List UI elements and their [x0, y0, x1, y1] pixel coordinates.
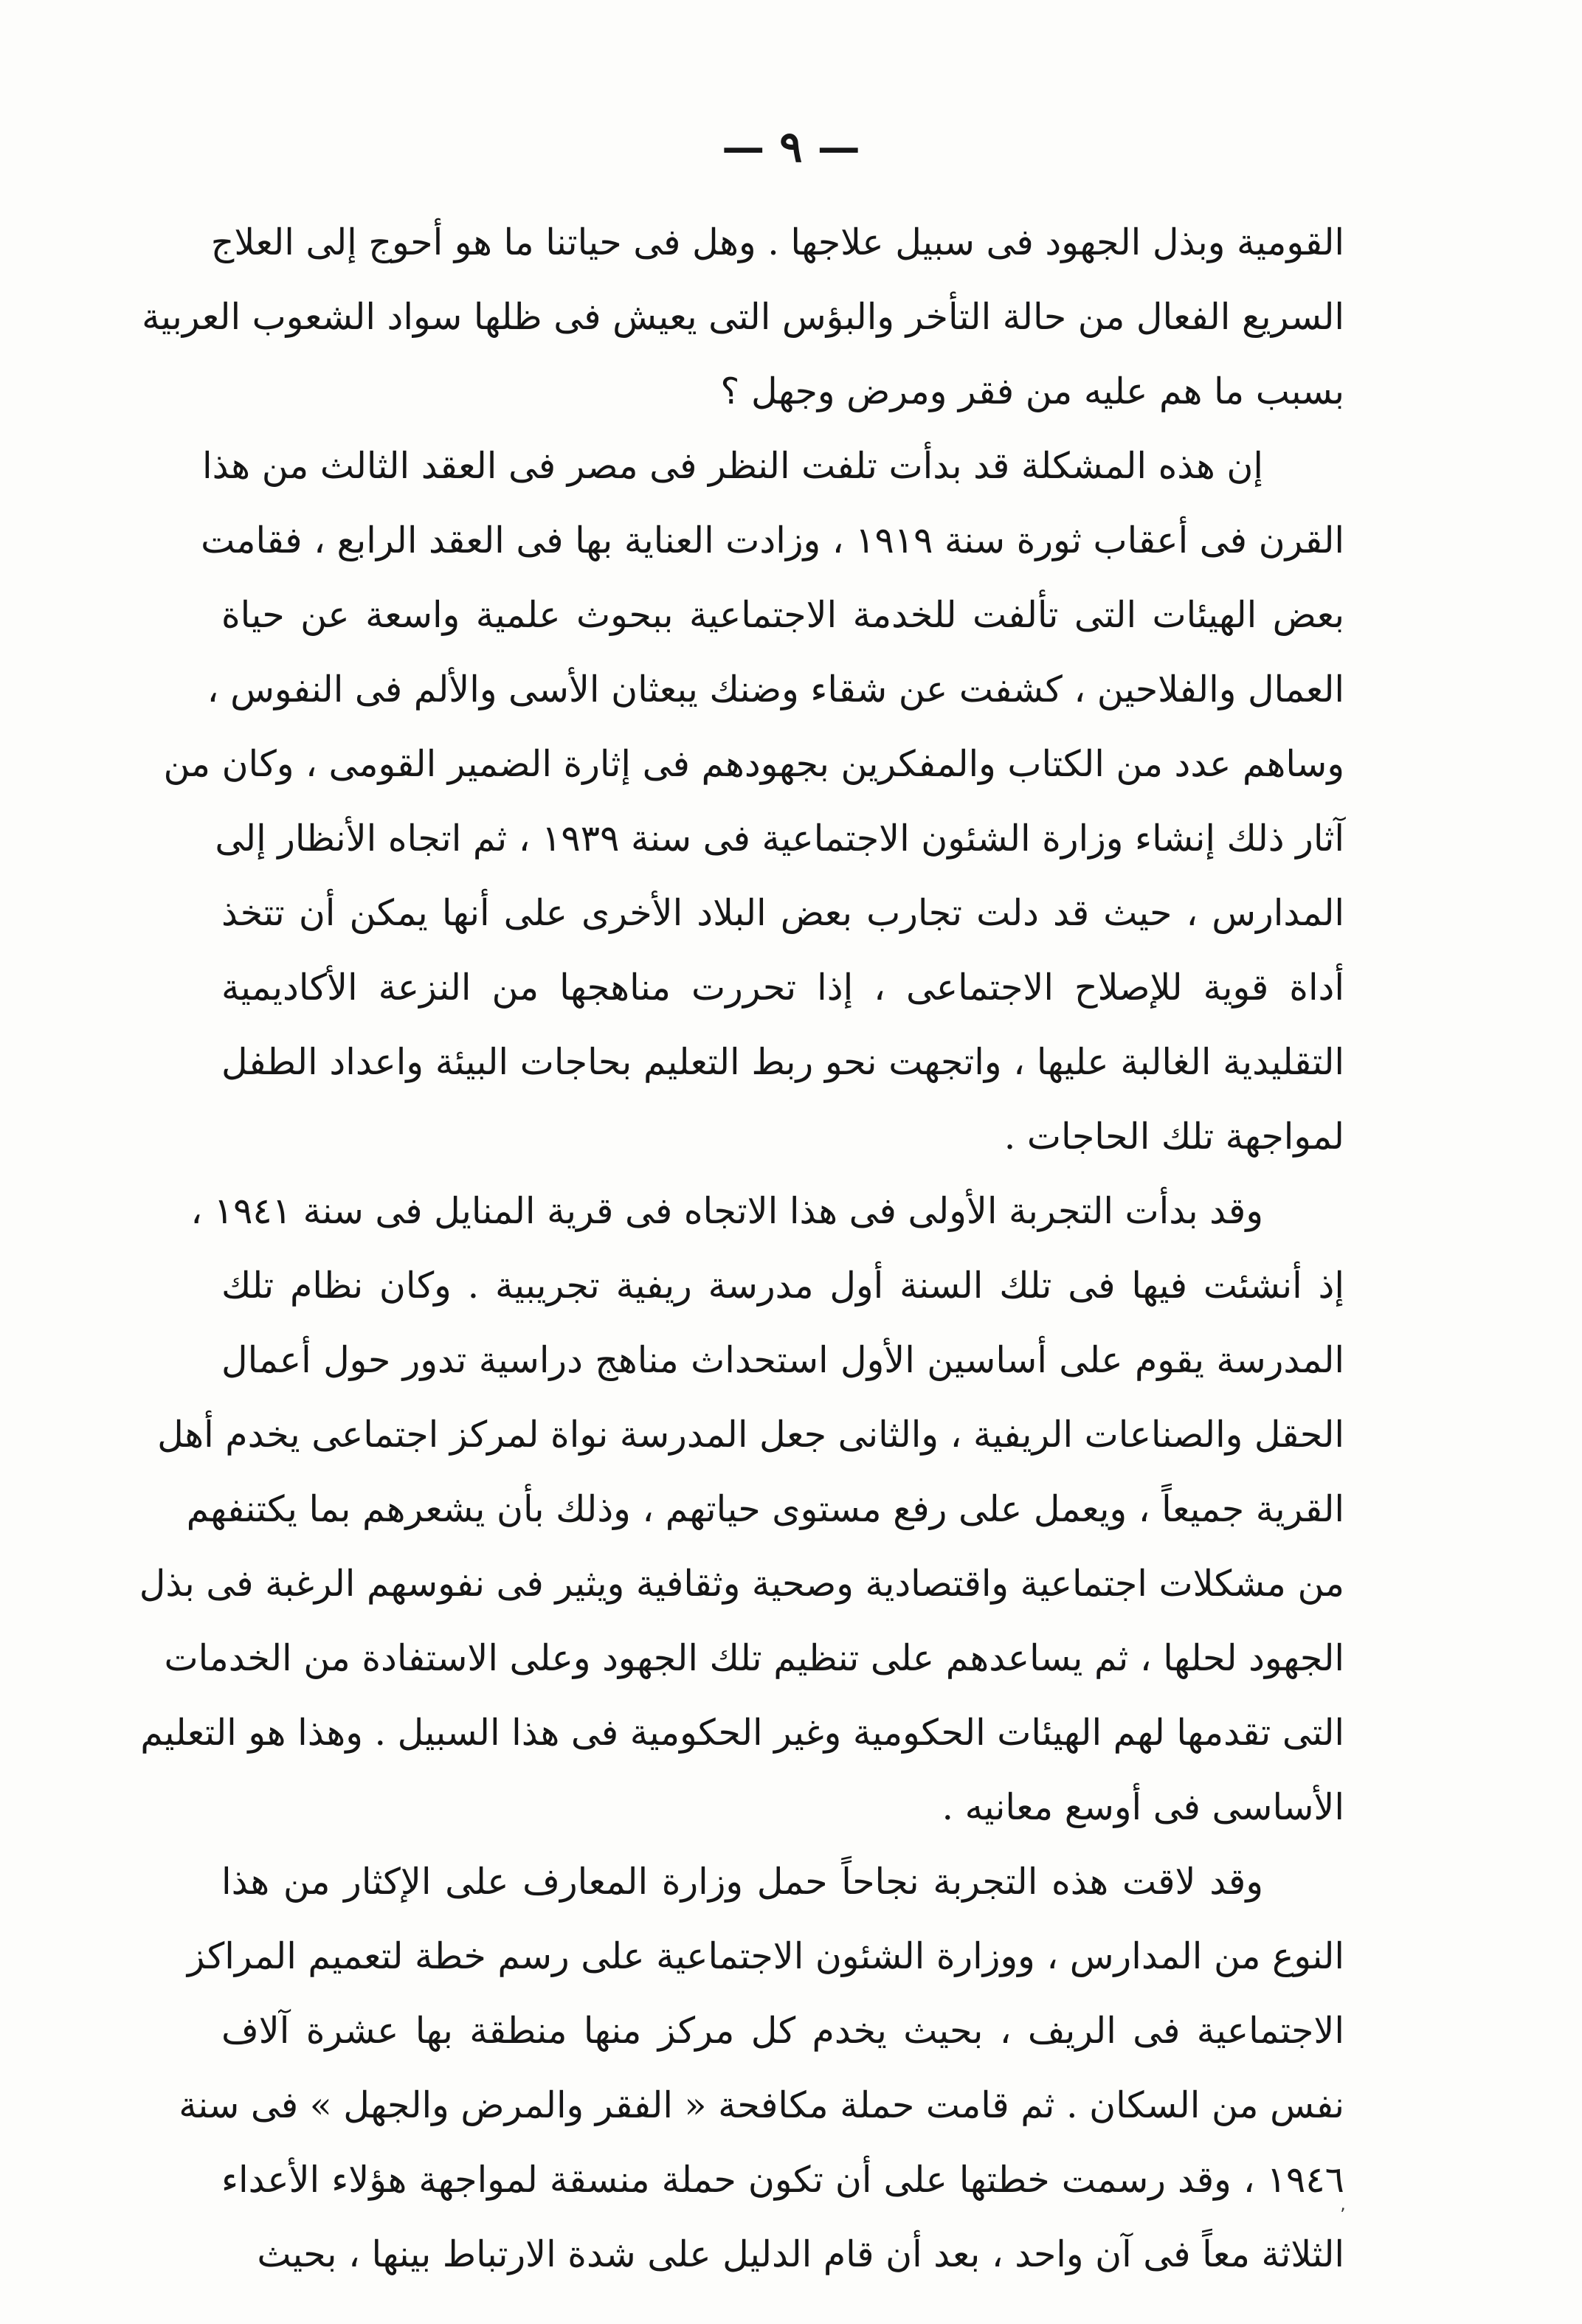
body-text [139, 205, 1344, 2275]
text-line: وساهم عدد من الكتاب والمفكرين بجهودهم فى إثارة الضمير القومى ، وكان من [163, 743, 1344, 785]
text-line: الحقل والصناعات الريفية ، والثانى جعل المدرسة نواة لمركز اجتماعى يخدم أهل [157, 1414, 1344, 1456]
text-line: إن هذه المشكلة قد بدأت تلفت النظر فى مصر فى العقد الثالث من هذا [201, 445, 1263, 487]
text-line: المدرسة يقوم على أساسين الأول استحداث مناهج دراسية تدور حول أعمال [221, 1339, 1344, 1381]
text-line: من مشكلات اجتماعية واقتصادية وصحية وثقافية ويثير فى نفوسهم الرغبة فى بذل [139, 1563, 1344, 1605]
text-line: العمال والفلاحين ، كشفت عن شقاء وضنك يبعثان الأسى والألم فى النفوس ، [207, 668, 1344, 710]
text-line: الجهود لحلها ، ثم يساعدهم على تنظيم تلك الجهود وعلى الاستفادة من الخدمات [164, 1637, 1344, 1679]
text-line: السريع الفعال من حالة التأخر والبؤس التى يعيش فى ظلها سواد الشعوب العربية [142, 296, 1344, 338]
text-line: إذ أنشئت فيها فى تلك السنة أول مدرسة ريفية تجريبية . وكان نظام تلك [221, 1265, 1344, 1307]
paragraph [179, 1844, 1344, 2292]
paragraph [142, 205, 1344, 429]
text-line: وقد بدأت التجربة الأولى فى هذا الاتجاه فى قرية المنايل فى سنة ١٩٤١ ، [190, 1190, 1263, 1232]
text-line: أداة قوية للإصلاح الاجتماعى ، إذا تحررت مناهجها من النزعة الأكاديمية [221, 966, 1344, 1009]
text-line: القرية جميعاً ، ويعمل على رفع مستوى حياتهم ، وذلك بأن يشعرهم بما يكتنفهم [186, 1488, 1344, 1530]
page-number: — ٩ — [722, 122, 860, 172]
text-line: لمواجهة تلك الحاجات . [1004, 1116, 1344, 1158]
page-mark: ٬ [1340, 2204, 1346, 2225]
text-line: ١٩٤٦ ، وقد رسمت خطتها على أن تكون حملة منسقة لمواجهة هؤلاء الأعداء [221, 2159, 1344, 2201]
text-line: الاجتماعية فى الريف ، بحيث يخدم كل مركز منها منطقة بها عشرة آلاف [221, 2010, 1344, 2052]
text-line: التقليدية الغالبة عليها ، واتجهت نحو ربط التعليم بحاجات البيئة واعداد الطفل [221, 1041, 1344, 1083]
text-line: الأساسى فى أوسع معانيه . [942, 1786, 1344, 1828]
text-line: التى تقدمها لهم الهيئات الحكومية وغير الحكومية فى هذا السبيل . وهذا هو التعليم [140, 1712, 1344, 1754]
text-line: القومية وبذل الجهود فى سبيل علاجها . وهل فى حياتنا ما هو أحوج إلى العلاج [210, 221, 1344, 263]
text-line: النوع من المدارس ، ووزارة الشئون الاجتماعية على رسم خطة لتعميم المراكز [187, 1935, 1344, 1977]
text-line: بسبب ما هم عليه من فقر ومرض وجهل ؟ [720, 370, 1344, 412]
text-line: بعض الهيئات التى تألفت للخدمة الاجتماعية ببحوث علمية واسعة عن حياة [221, 594, 1344, 636]
text-line: الثلاثة معاً فى آن واحد ، بعد أن قام الدليل على شدة الارتباط بينها ، بحيث [257, 2233, 1344, 2275]
text-line: المدارس ، حيث قد دلت تجارب بعض البلاد الأخرى على أنها يمكن أن تتخذ [221, 892, 1344, 934]
paragraph [163, 429, 1344, 1174]
text-line: القرن فى أعقاب ثورة سنة ١٩١٩ ، وزادت العناية بها فى العقد الرابع ، فقامت [201, 519, 1344, 561]
paragraph [139, 1174, 1344, 1844]
text-line: آثار ذلك إنشاء وزارة الشئون الاجتماعية فى سنة ١٩٣٩ ، ثم اتجاه الأنظار إلى [215, 817, 1344, 860]
text-line: نفس من السكان . ثم قامت حملة مكافحة « الفقر والمرض والجهل » فى سنة [179, 2084, 1344, 2126]
text-line: وقد لاقت هذه التجربة نجاحاً حمل وزارة المعارف على الإكثار من هذا [221, 1861, 1264, 1903]
